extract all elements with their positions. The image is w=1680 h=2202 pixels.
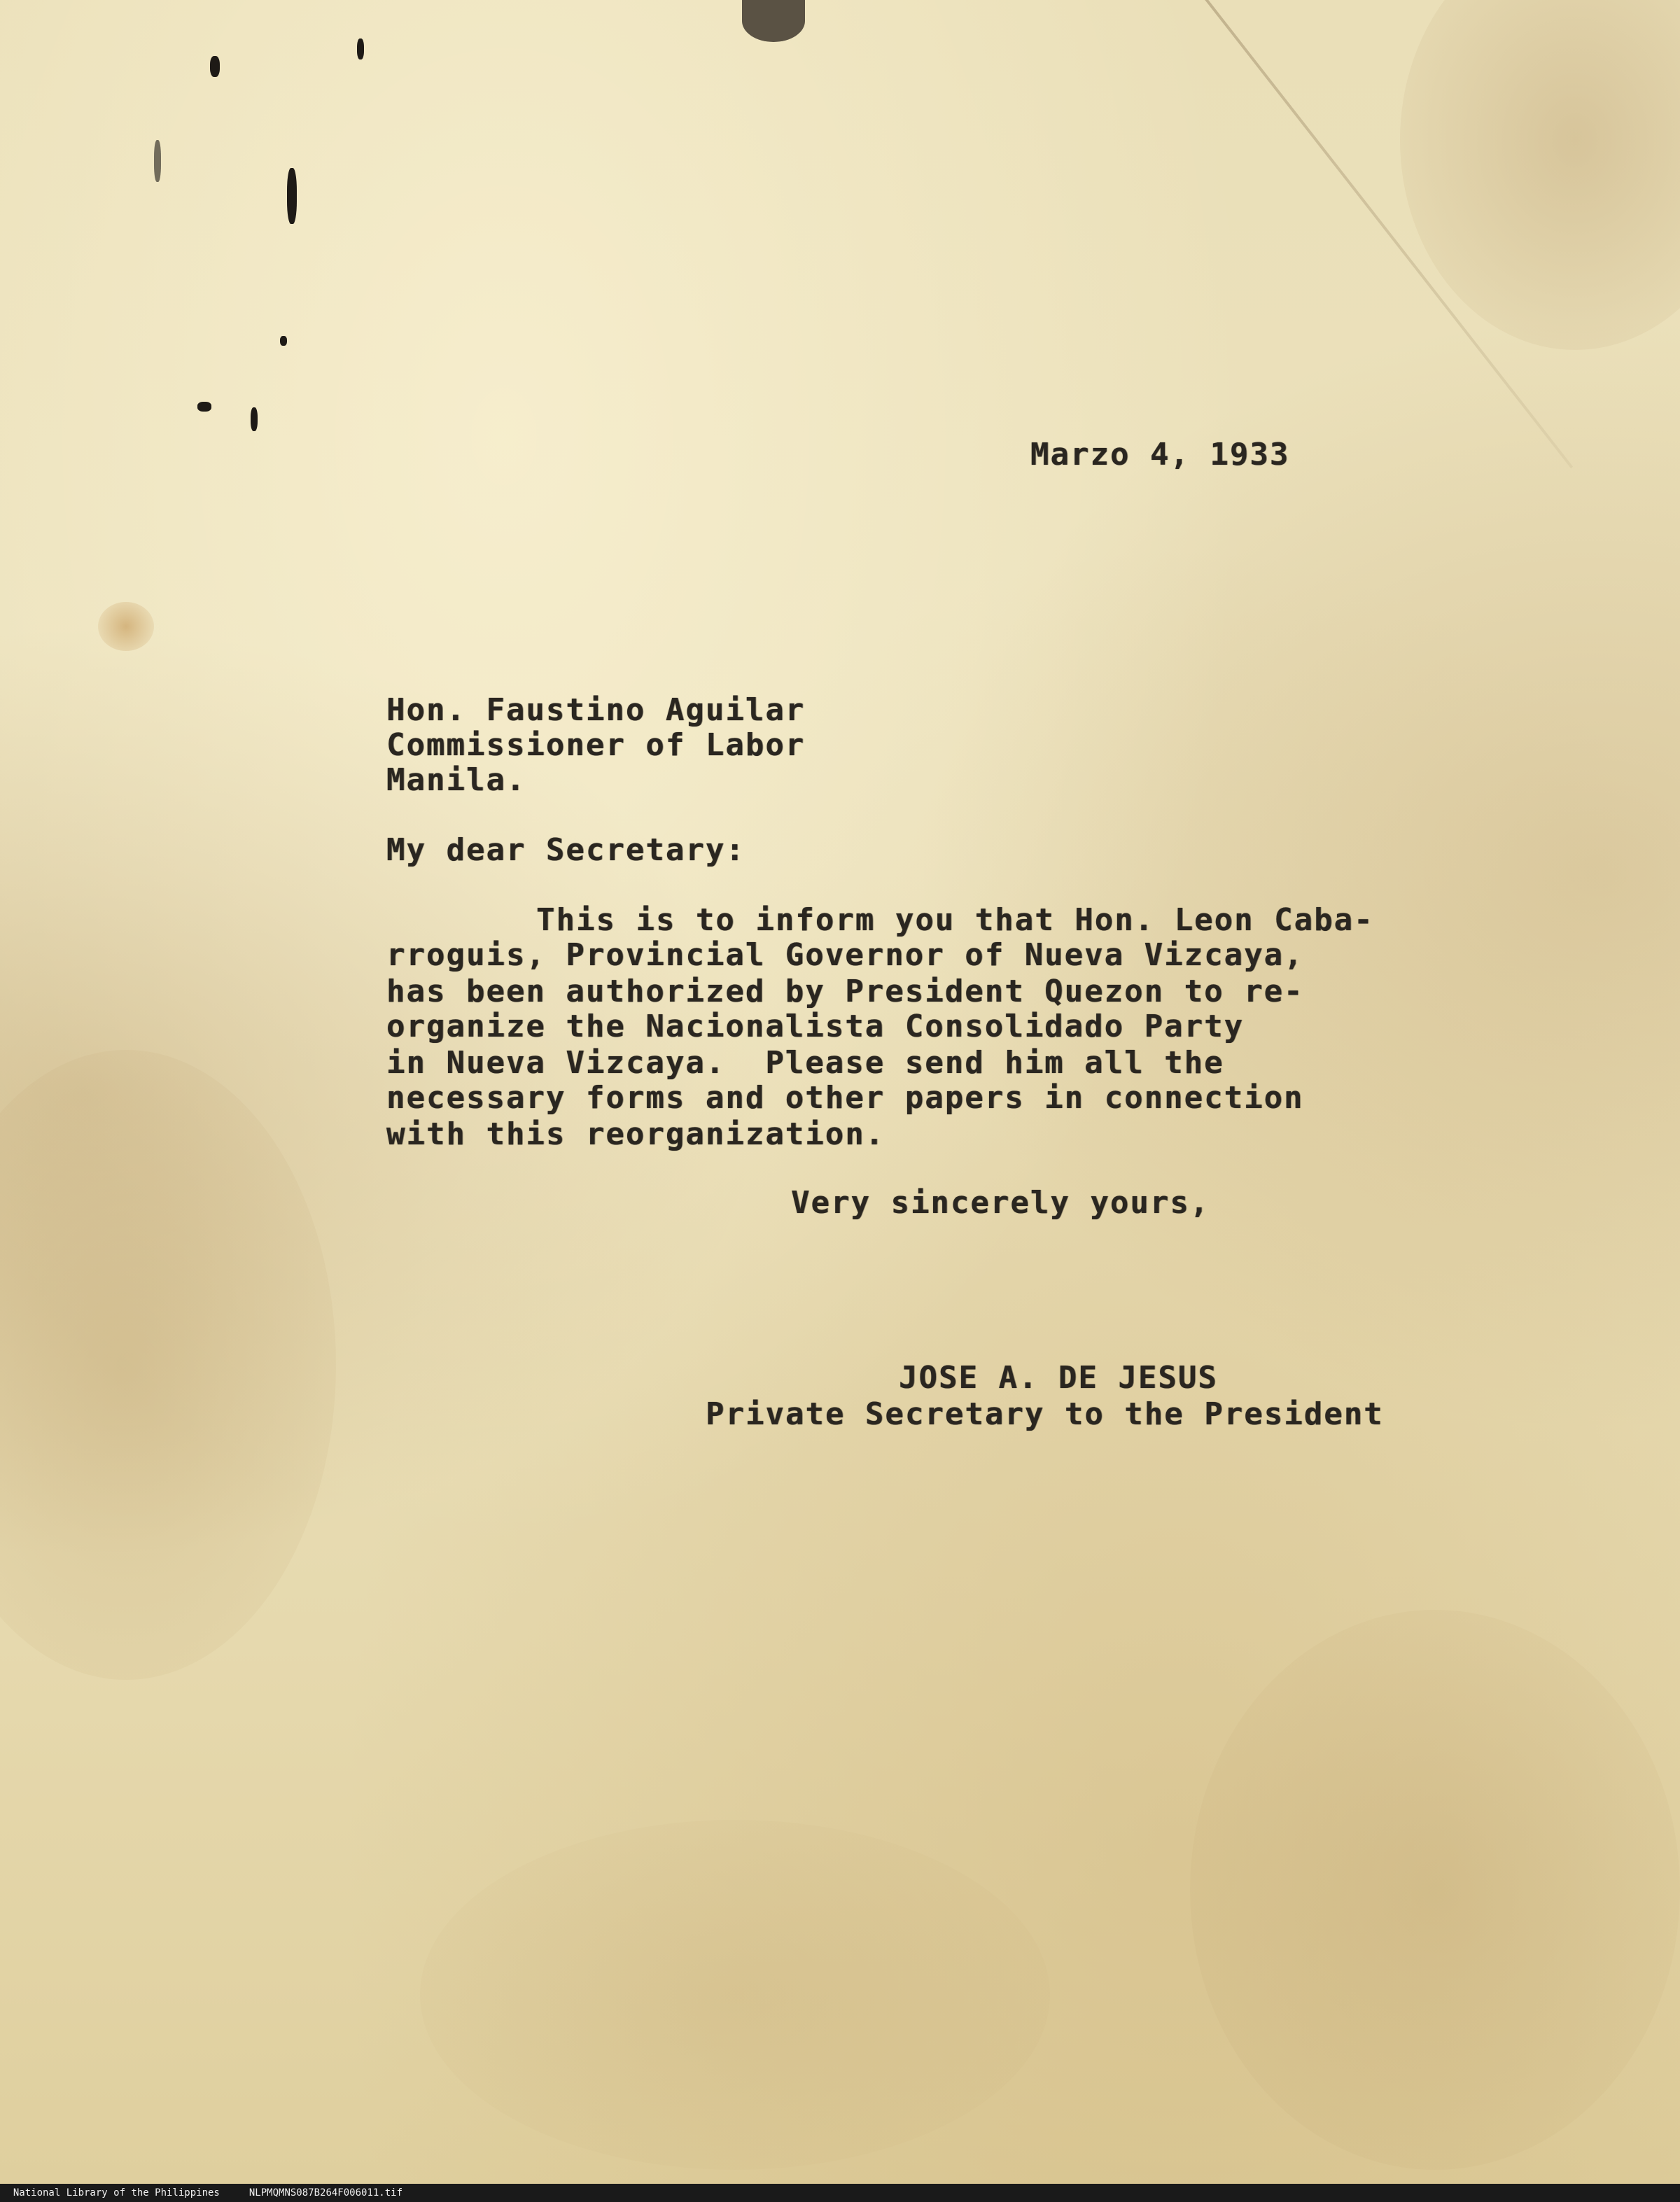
body-line: organize the Nacionalista Consolidado Party <box>386 1009 1244 1044</box>
ink-mark <box>280 336 287 346</box>
body-line: in Nueva Vizcaya. Please send him all the <box>386 1046 1224 1081</box>
paper-stain <box>1190 1610 1680 2170</box>
body-line: necessary forms and other papers in connection <box>386 1081 1304 1116</box>
paper-stain <box>1400 0 1680 350</box>
ink-mark <box>154 140 161 182</box>
body-line: has been authorized by President Quezon to re- <box>386 974 1304 1009</box>
recipient-city: Manila. <box>386 763 526 798</box>
scan-footer <box>0 2166 432 2184</box>
letter-date: Marzo 4, 1933 <box>1030 437 1289 472</box>
paper-stain <box>420 1820 1050 2170</box>
ink-mark <box>210 56 220 77</box>
body-line: with this reorganization. <box>386 1117 885 1152</box>
recipient-title: Commissioner of Labor <box>386 728 805 763</box>
ink-mark <box>287 168 297 224</box>
recipient-name: Hon. Faustino Aguilar <box>386 693 805 728</box>
paper-crease <box>1183 0 1573 468</box>
closing: Very sincerely yours, <box>791 1186 1210 1221</box>
footer-filename <box>249 2187 402 2199</box>
ink-mark <box>251 407 258 431</box>
paper-stain <box>98 602 154 651</box>
ink-mark <box>357 38 364 59</box>
ink-mark <box>742 0 805 42</box>
ink-mark <box>197 402 211 412</box>
footer-source <box>13 2187 220 2199</box>
paper-stain <box>0 1050 336 1680</box>
body-line: rroguis, Provincial Governor of Nueva Vizcaya, <box>386 938 1304 973</box>
signatory-name: JOSE A. DE JESUS <box>899 1361 1218 1396</box>
body-line: This is to inform you that Hon. Leon Caba- <box>536 903 1374 938</box>
salutation: My dear Secretary: <box>386 833 746 868</box>
signatory-title: Private Secretary to the President <box>706 1397 1384 1432</box>
